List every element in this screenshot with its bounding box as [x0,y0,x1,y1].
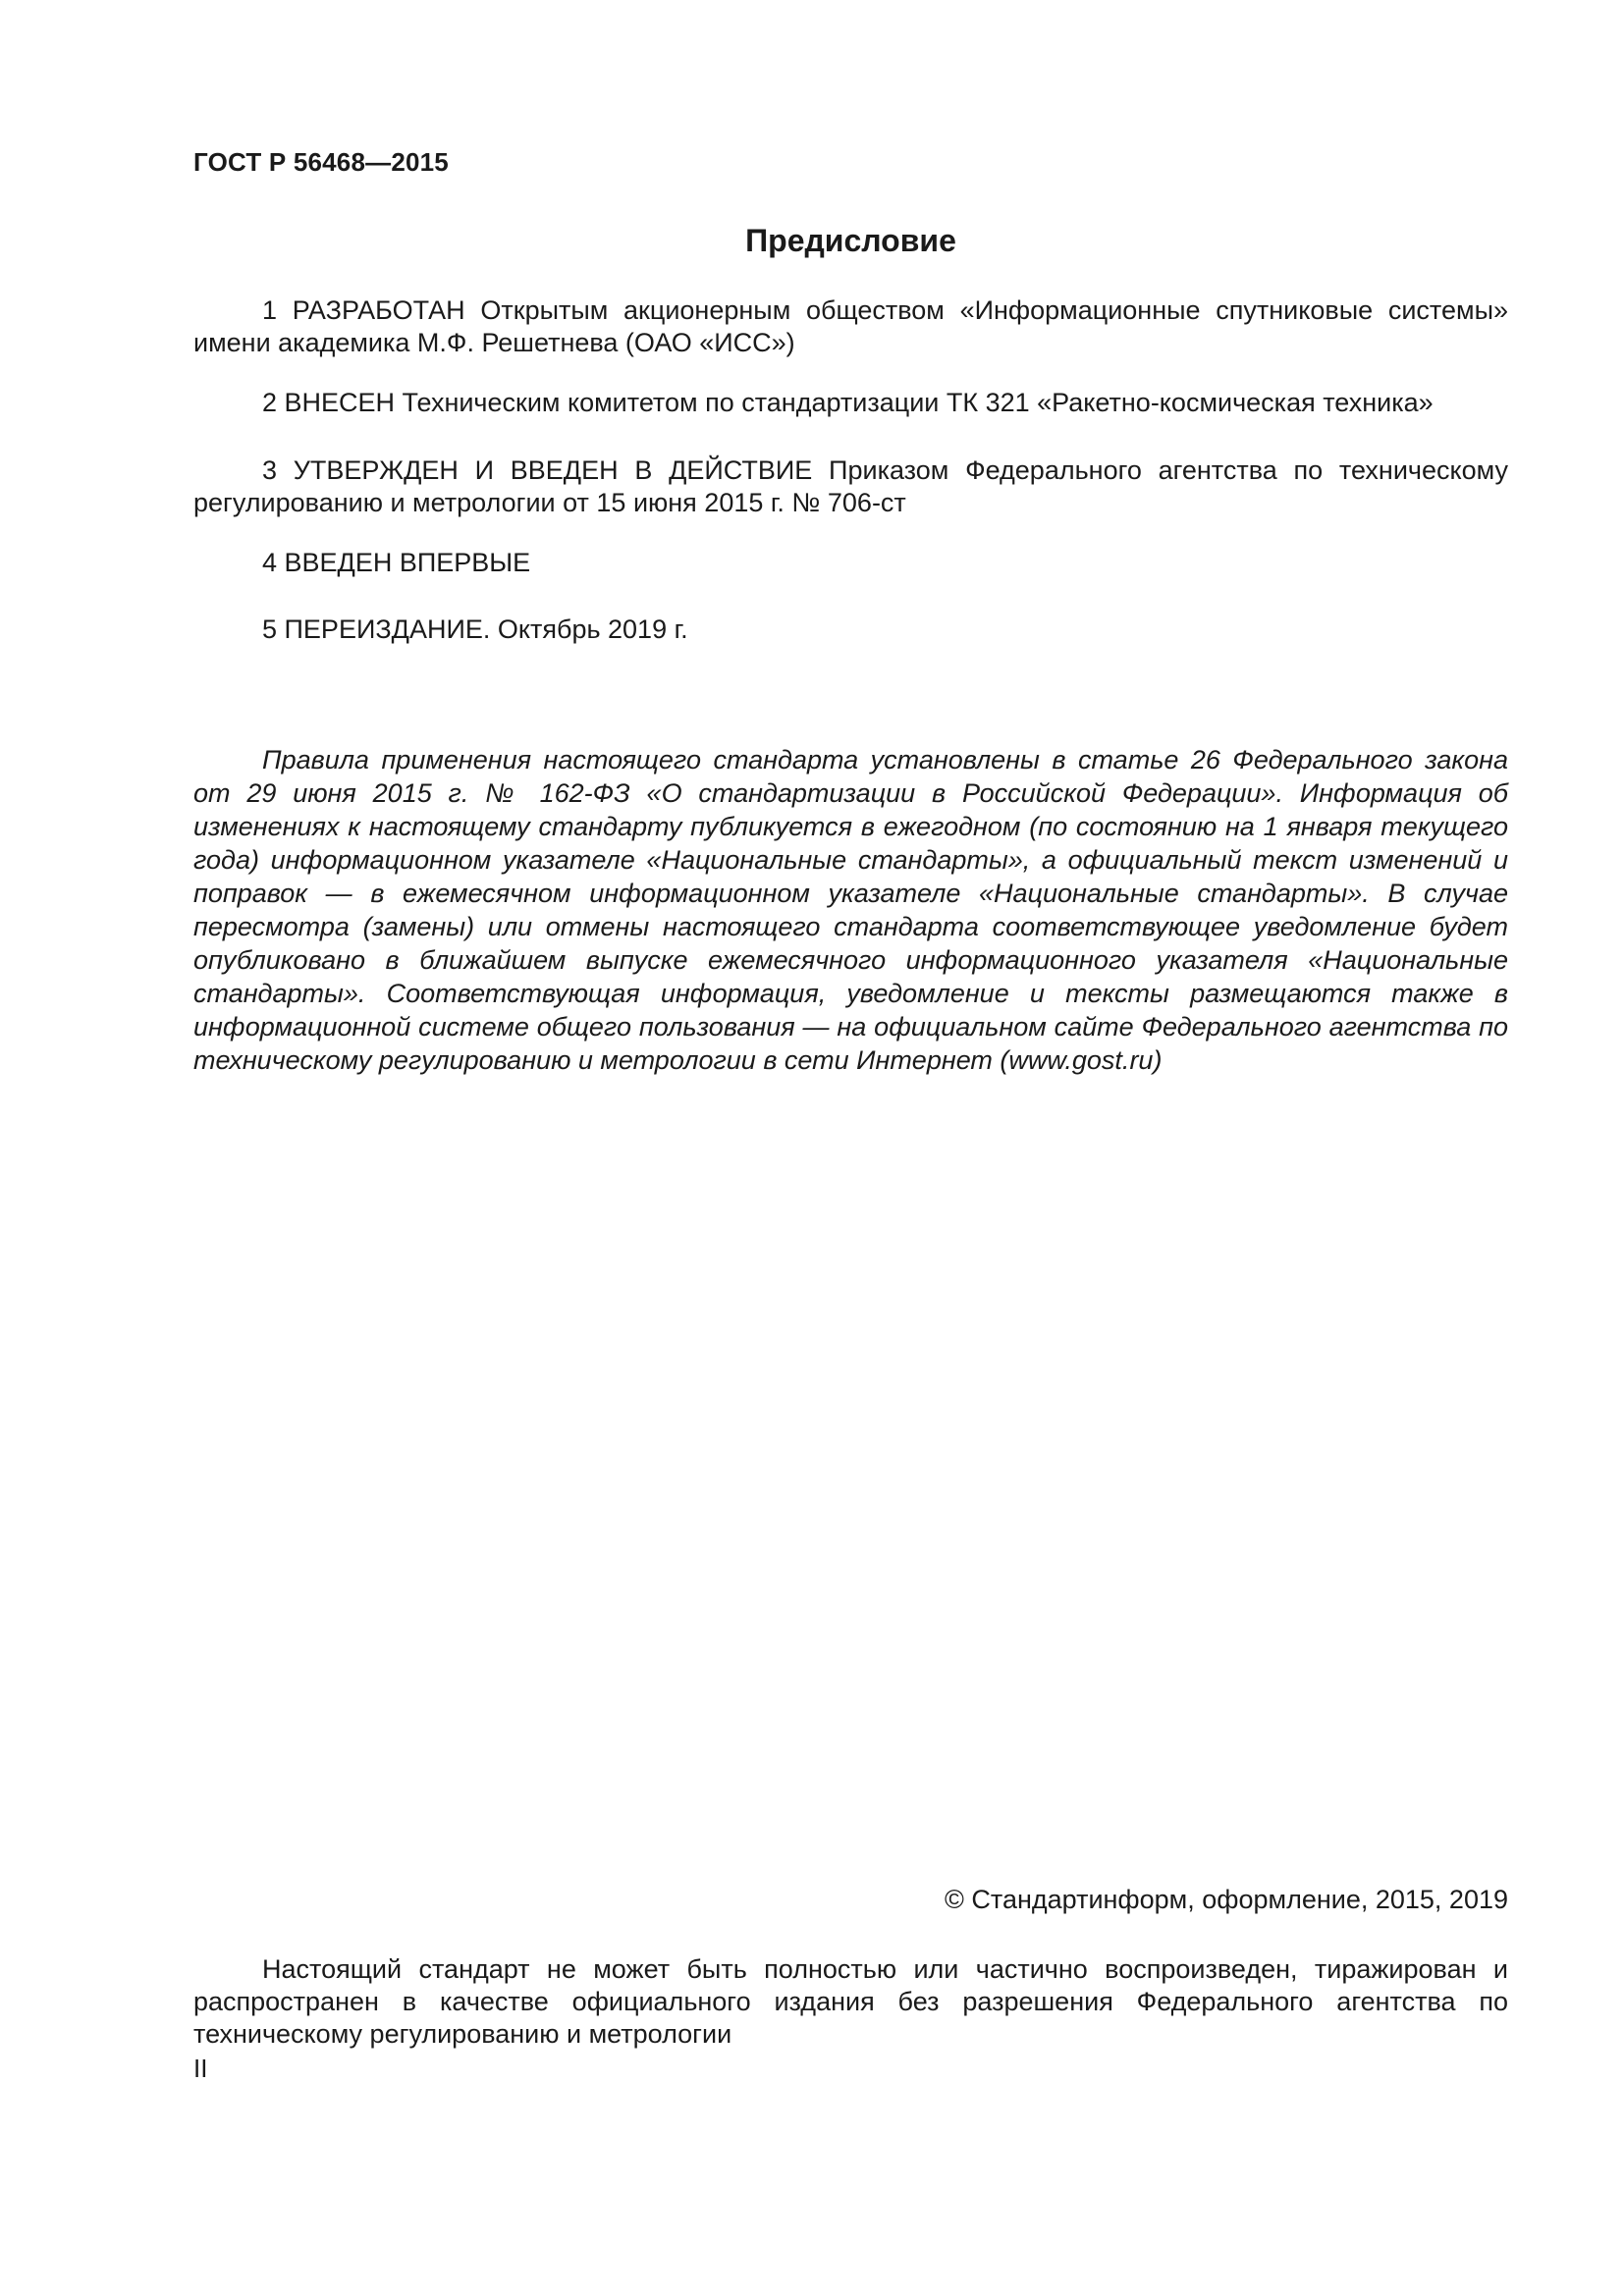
page-number: II [193,2054,208,2083]
application-rules-notice: Правила применения настоящего стандарта установлены в статье 26 Федерального закона от 29 июня 2015 г. № 162-ФЗ «О стандартизации в Российской Федерации». Информация об изменениях к настоящему стандарту публикуется в ежегодном (по состоянию на 1 января текущего года) информационном указателе «Национальные стандарты», а официальный текст изменений и поправок — в ежемесячном информационном указателе «Национальные стандарты». В случае пересмотра (замены) или отмены настоящего стандарта соответствующее уведомление будет опубликовано в ближайшем выпуске ежемесячного информационного указателя «Национальные стандарты». Соответствующая информация, уведомление и тексты размещаются также в информационной системе общего пользования — на официальном сайте Федерального агентства по техническому регулированию и метрологии в сети Интернет (www.gost.ru) [193,745,1508,1075]
reproduction-notice: Настоящий стандарт не может быть полностью или частично воспроизведен, тиражирован и распространен в качестве официального издания без разрешения Федерального агентства по техническому регулированию и метрологии [193,1954,1508,2049]
standard-code: ГОСТ Р 56468—2015 [193,147,449,177]
preface-item-approved: 3 УТВЕРЖДЕН И ВВЕДЕН В ДЕЙСТВИЕ Приказом Федерального агентства по техническому регулированию и метрологии от 15 июня 2015 г. № 706-ст [193,455,1508,517]
copyright-line: © Стандартинформ, оформление, 2015, 2019 [945,1885,1508,1914]
preface-item-developed: 1 РАЗРАБОТАН Открытым акционерным обществом «Информационные спутниковые системы» имени академика М.Ф. Решетнева (ОАО «ИСС») [193,295,1508,357]
preface-title: Предисловие [745,223,956,258]
preface-item-reissue: 5 ПЕРЕИЗДАНИЕ. Октябрь 2019 г. [262,614,688,644]
preface-item-introduced: 2 ВНЕСЕН Техническим комитетом по стандартизации ТК 321 «Ракетно-космическая техника» [262,388,1434,417]
preface-item-first-introduced: 4 ВВЕДЕН ВПЕРВЫЕ [262,548,531,577]
